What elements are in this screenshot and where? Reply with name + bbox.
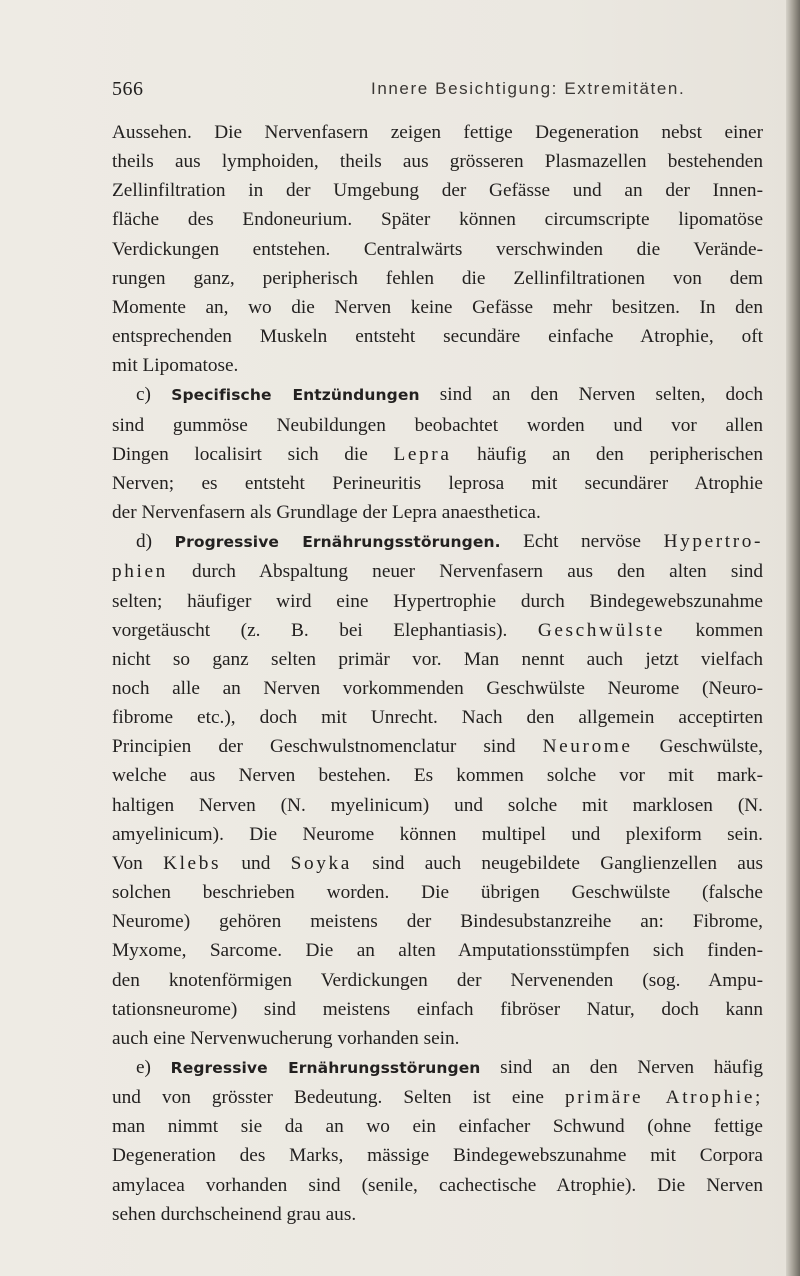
text-line: rungen ganz, peripherisch fehlen die Zellinfiltrationen von dem (112, 267, 763, 289)
text-line: welche aus Nerven bestehen. Es kommen solche vor mit mark- (112, 765, 763, 787)
text-run: durch Abspaltung neuer Nervenfasern aus den alten sind (192, 561, 763, 583)
text-run: sind an den Nerven häufig (500, 1057, 763, 1078)
spaced-term: Geschwülste (537, 619, 665, 641)
text-run: Geschwülste, (659, 736, 764, 758)
spaced-term: Hypertro- (663, 531, 763, 553)
text-line: selten; häufiger wird eine Hypertrophie durch Bindegewebszunahme (112, 590, 763, 612)
body-text (112, 118, 763, 1229)
text-line (112, 440, 763, 469)
spaced-term: phien (112, 561, 168, 583)
text-line (112, 557, 763, 586)
page-number: 566 (112, 78, 144, 100)
text-line: Zellinfiltration in der Umgebung der Gefässe und an der Innen- (112, 180, 763, 202)
text-line: noch alle an Nerven vorkommenden Geschwülste Neurome (Neuro- (112, 677, 763, 699)
section-heading: Progressive Ernährungsstörungen. (174, 533, 501, 552)
text-run: und (241, 852, 271, 874)
text-line: solchen beschrieben worden. Die übrigen Geschwülste (falsche (112, 882, 763, 904)
text-line: Myxome, Sarcome. Die an alten Amputationsstümpfen sich finden- (112, 940, 763, 962)
text-run: häufig an den peripherischen (477, 443, 763, 465)
text-line: haltigen Nerven (N. myelinicum) und solche mit marklosen (N. (112, 794, 763, 816)
text-line: Verdickungen entstehen. Centralwärts verschwinden die Verände- (112, 238, 763, 260)
text-run: kommen (695, 619, 763, 641)
section-heading: Regressive Ernährungsstörungen (170, 1059, 481, 1077)
text-line: mit Lipomatose. (112, 355, 239, 377)
text-line: Neurome) gehören meistens der Bindesubstanzreihe an: Fibrome, (112, 911, 763, 933)
section-label: e) (136, 1057, 151, 1078)
spaced-term: Soyka (290, 852, 352, 874)
text-run: Echt nervöse (523, 531, 641, 553)
text-line: Nerven; es entsteht Perineuritis leprosa mit secundärer Atrophie (112, 472, 763, 494)
text-line: nicht so ganz selten primär vor. Man nennt auch jetzt vielfach (112, 648, 763, 670)
section-e-first-line (112, 1053, 763, 1083)
section-c-first-line (112, 380, 763, 410)
text-line: man nimmt sie da an wo ein einfacher Schwund (ohne fettige (112, 1116, 763, 1138)
text-run: Von (112, 852, 143, 874)
text-line: Degeneration des Marks, mässige Bindegewebszunahme mit Corpora (112, 1145, 763, 1167)
text-line: Momente an, wo die Nerven keine Gefässe mehr besitzen. In den (112, 296, 763, 318)
page-edge-shadow (786, 0, 800, 1276)
text-line: amylacea vorhanden sind (senile, cachectische Atrophie). Die Nerven (112, 1174, 763, 1196)
text-line (112, 616, 763, 645)
text-run: und von grösster Bedeutung. Selten ist eine (112, 1087, 544, 1109)
section-d-first-line (112, 527, 763, 557)
text-line: der Nervenfasern als Grundlage der Lepra anaesthetica. (112, 502, 541, 524)
text-line: den knotenförmigen Verdickungen der Nervenenden (sog. Ampu- (112, 969, 763, 991)
text-line: Aussehen. Die Nervenfasern zeigen fettige Degeneration nebst einer (112, 122, 763, 143)
running-head: Innere Besichtigung: Extremitäten. (371, 79, 686, 98)
text-line: auch eine Nervenwucherung vorhanden sein. (112, 1027, 460, 1049)
text-line: theils aus lymphoiden, theils aus grösseren Plasmazellen bestehenden (112, 151, 763, 173)
text-line: sind gummöse Neubildungen beobachtet worden und vor allen (112, 414, 763, 436)
spaced-term: Lepra (393, 443, 452, 465)
text-line (112, 732, 763, 761)
section-label: d) (136, 531, 153, 553)
text-run: Dingen localisirt sich die (112, 443, 368, 465)
text-run: vorgetäuscht (z. B. bei Elephantiasis). (112, 619, 508, 641)
text-line: tationsneurome) sind meistens einfach fibröser Natur, doch kann (112, 998, 763, 1020)
text-line (112, 1083, 763, 1112)
text-line: sehen durchscheinend grau aus. (112, 1203, 357, 1225)
text-run: Principien der Geschwulstnomenclatur sind (112, 736, 516, 758)
text-line (112, 849, 763, 878)
text-line: entsprechenden Muskeln entsteht secundäre einfache Atrophie, oft (112, 326, 763, 348)
section-label: c) (136, 384, 151, 406)
text-run: sind an den Nerven selten, doch (439, 384, 763, 406)
section-heading: Specifische Entzündungen (171, 386, 420, 405)
text-run: sind auch neugebildete Ganglienzellen aus (372, 852, 764, 874)
text-line: amyelinicum). Die Neurome können multipel und plexiform sein. (112, 823, 763, 845)
text-line: fibrome etc.), doch mit Unrecht. Nach den allgemein acceptirten (112, 707, 763, 729)
spaced-term: Neurome (542, 736, 633, 758)
text-line: fläche des Endoneurium. Später können circumscripte lipomatöse (112, 209, 763, 231)
page-header (112, 78, 772, 108)
spaced-term: primäre Atrophie; (564, 1087, 763, 1109)
spaced-term: Klebs (163, 852, 222, 874)
